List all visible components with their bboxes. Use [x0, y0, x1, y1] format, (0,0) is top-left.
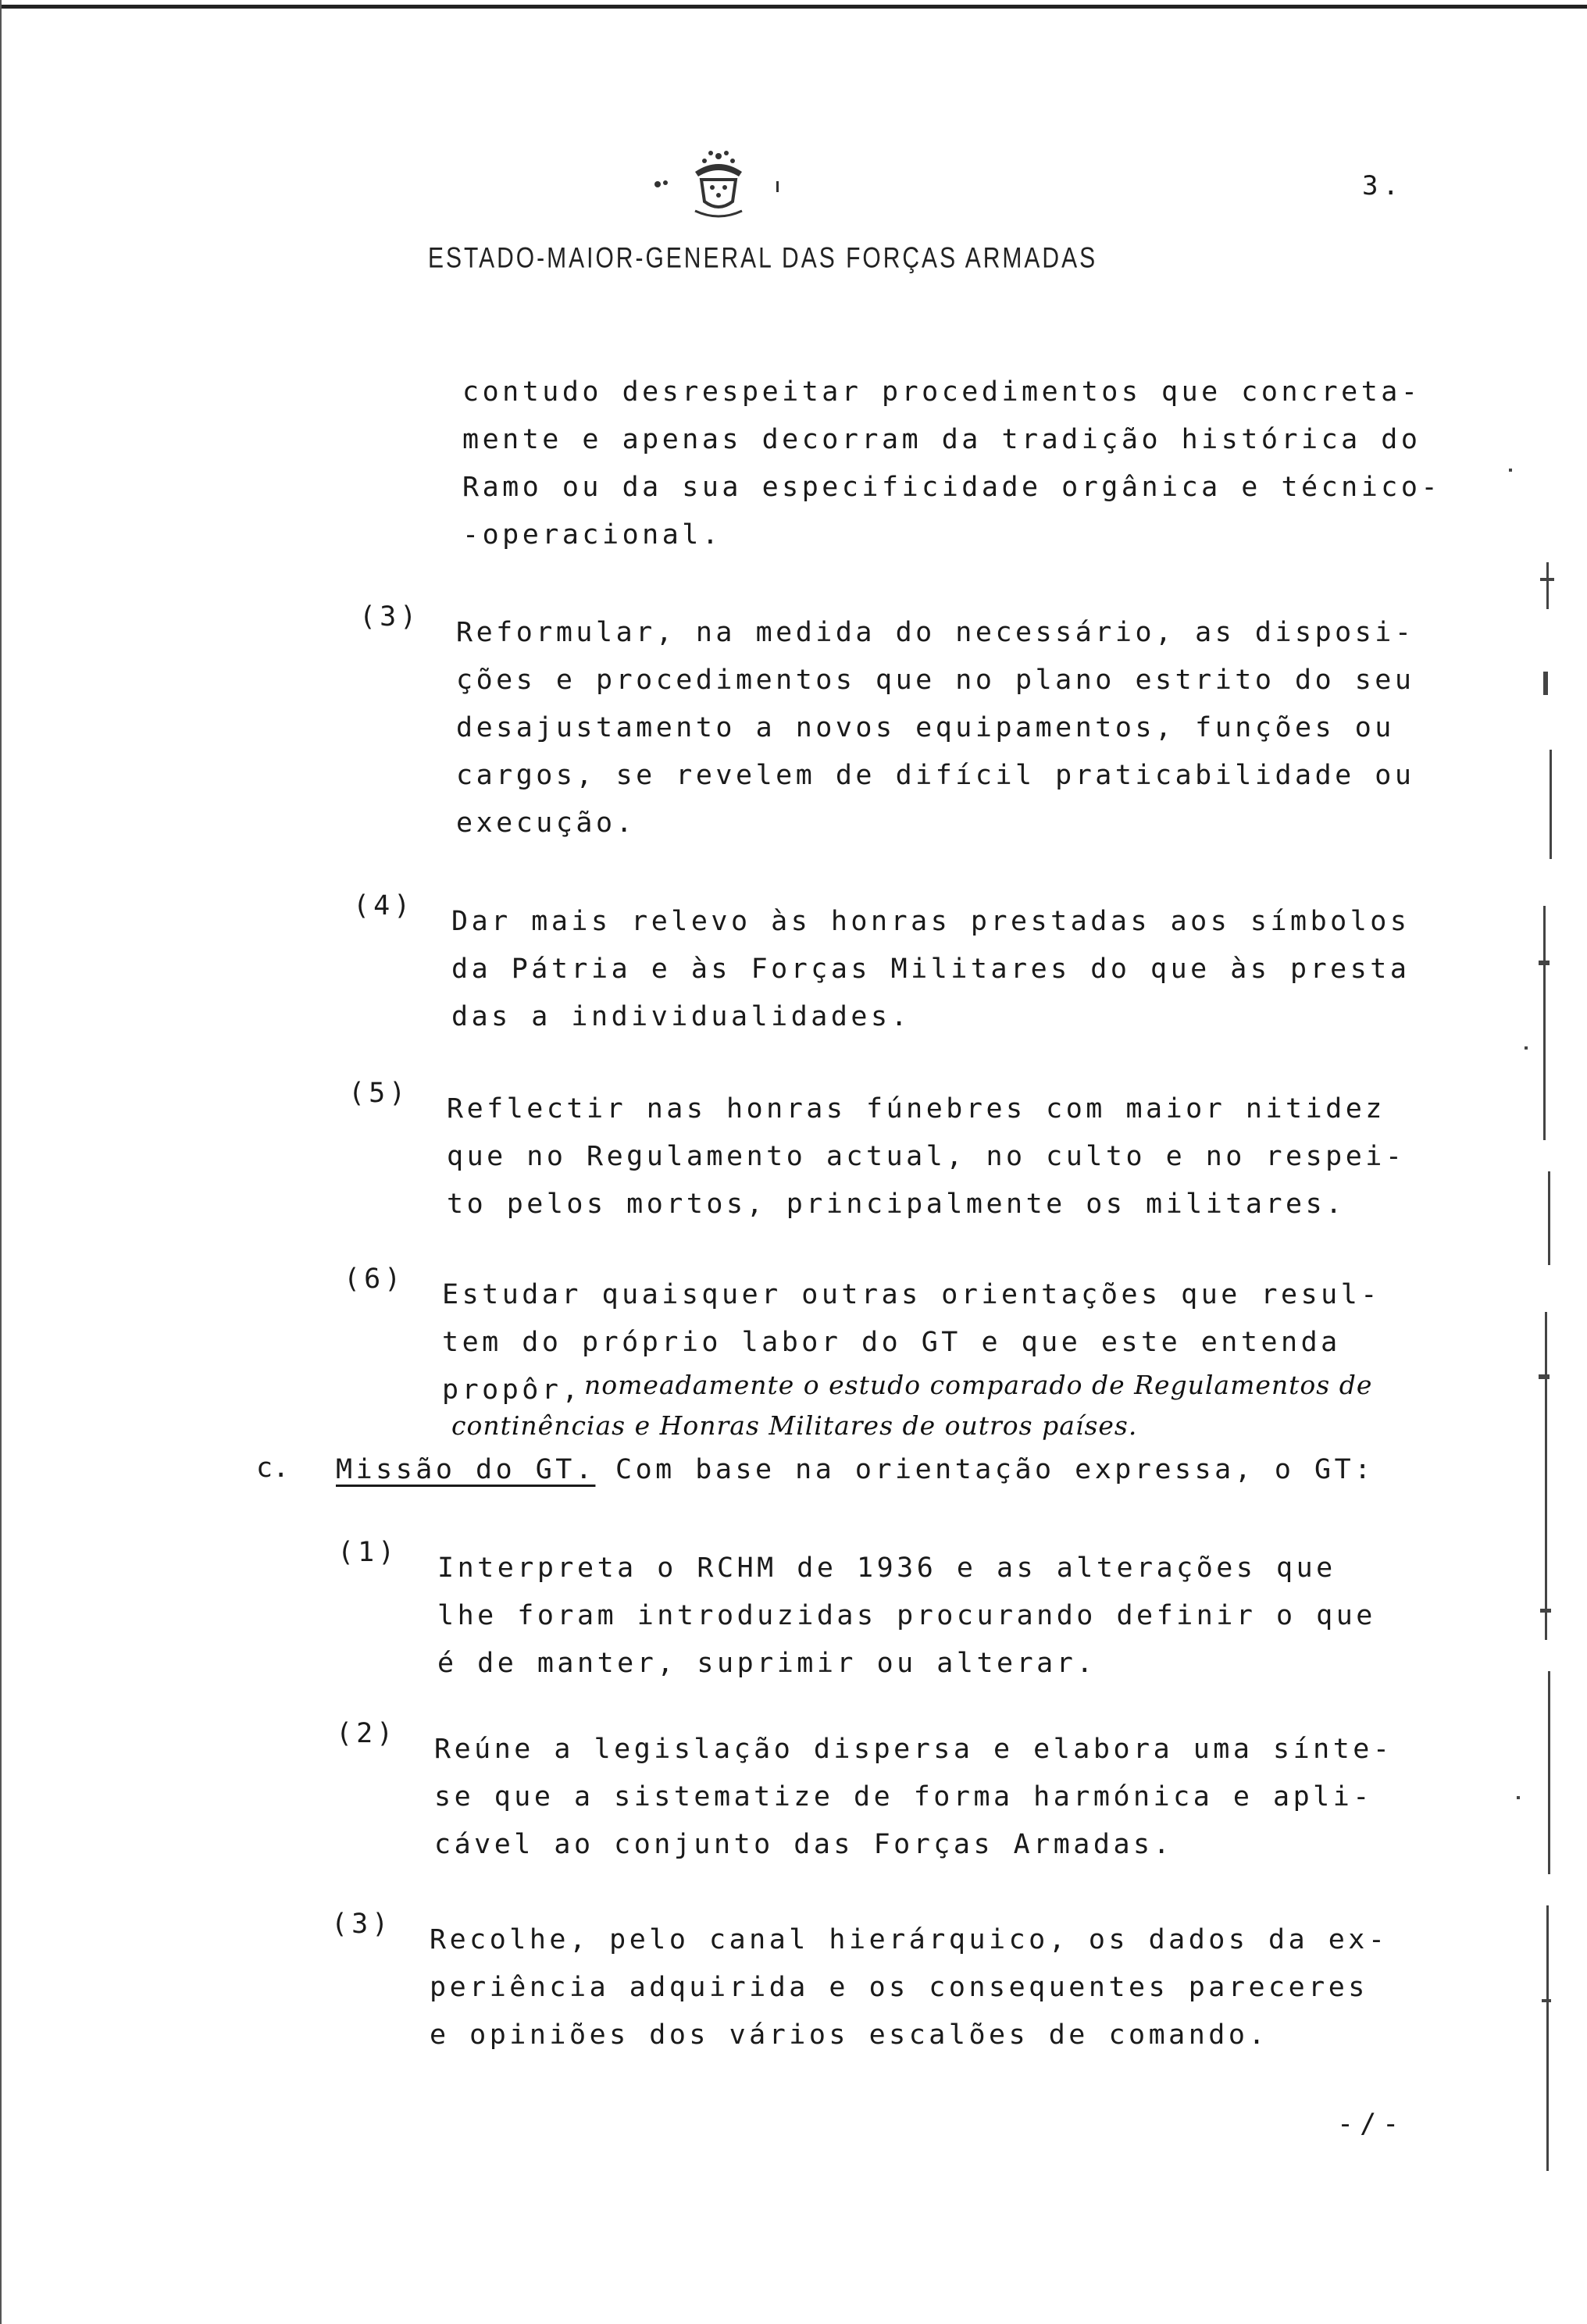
scan-top-border — [0, 5, 1587, 9]
text-line: lhe foram introduzidas procurando definir o que — [437, 1600, 1376, 1631]
text-line: propôr, — [442, 1374, 583, 1406]
text-line: tem do próprio labor do GT e que este entenda — [442, 1327, 1341, 1358]
item-number: (5) — [348, 1078, 410, 1109]
section-intro: Com base na orientação expressa, o GT: — [615, 1454, 1375, 1485]
item-number: (2) — [336, 1718, 398, 1749]
text-line: cável ao conjunto das Forças Armadas. — [434, 1829, 1174, 1860]
item-number: (3) — [359, 601, 421, 633]
text-line: da Pátria e às Forças Militares do que às presta — [451, 953, 1410, 985]
text-line: cargos, se revelem de difícil praticabilidade ou — [456, 760, 1415, 791]
continued-mark: -/- — [1337, 2108, 1406, 2140]
item-number: (4) — [353, 890, 415, 921]
text-line: se que a sistematize de forma harmónica e apli- — [434, 1781, 1373, 1813]
item-number: (1) — [337, 1537, 399, 1568]
text-line: -operacional. — [462, 519, 722, 551]
section-title: Missão do GT. — [336, 1454, 596, 1485]
item-number: (3) — [331, 1909, 393, 1940]
text-line: das a individualidades. — [451, 1001, 911, 1032]
section-heading — [336, 1446, 1375, 1494]
text-line: execução. — [456, 807, 637, 839]
section-letter: c. — [256, 1452, 290, 1484]
text-line: desajustamento a novos equipamentos, funções ou — [456, 712, 1395, 743]
coat-of-arms-icon — [640, 141, 797, 226]
text-line: to pelos mortos, principalmente os militares. — [447, 1189, 1346, 1220]
text-line: Interpreta o RCHM de 1936 e as alterações que — [437, 1552, 1336, 1584]
document-header: ESTADO-MAIOR-GENERAL DAS FORÇAS ARMADAS — [428, 242, 1098, 275]
text-line: que no Regulamento actual, no culto e no respei- — [447, 1141, 1406, 1172]
item-number: (6) — [344, 1264, 405, 1295]
handwritten-annotation: nomeadamente o estudo comparado de Regulamentos de — [584, 1370, 1373, 1400]
text-line: ções e procedimentos que no plano estrito do seu — [456, 665, 1415, 696]
page-number: 3. — [1362, 170, 1403, 201]
text-line: e opiniões dos vários escalões de comando. — [430, 2019, 1269, 2051]
text-line: Reformular, na medida do necessário, as disposi- — [456, 617, 1415, 648]
text-line: Dar mais relevo às honras prestadas aos símbolos — [451, 906, 1410, 937]
text-line: é de manter, suprimir ou alterar. — [437, 1648, 1097, 1679]
scan-left-edge — [0, 0, 2, 2324]
text-line: Reúne a legislação dispersa e elabora uma sínte- — [434, 1734, 1393, 1765]
text-line: mente e apenas decorram da tradição histórica do — [462, 424, 1421, 455]
text-line: Reflectir nas honras fúnebres com maior nitidez — [447, 1093, 1386, 1125]
text-line: Ramo ou da sua especificidade orgânica e técnico- — [462, 472, 1442, 503]
handwritten-annotation: continências e Honras Militares de outros países. — [451, 1410, 1138, 1441]
text-line: Estudar quaisquer outras orientações que resul- — [442, 1279, 1381, 1310]
text-line: contudo desrespeitar procedimentos que concreta- — [462, 376, 1421, 408]
text-line: periência adquirida e os consequentes pareceres — [430, 1972, 1368, 2003]
text-line: Recolhe, pelo canal hierárquico, os dados da ex- — [430, 1924, 1389, 1955]
scan-edge-noise — [1493, 0, 1587, 2324]
